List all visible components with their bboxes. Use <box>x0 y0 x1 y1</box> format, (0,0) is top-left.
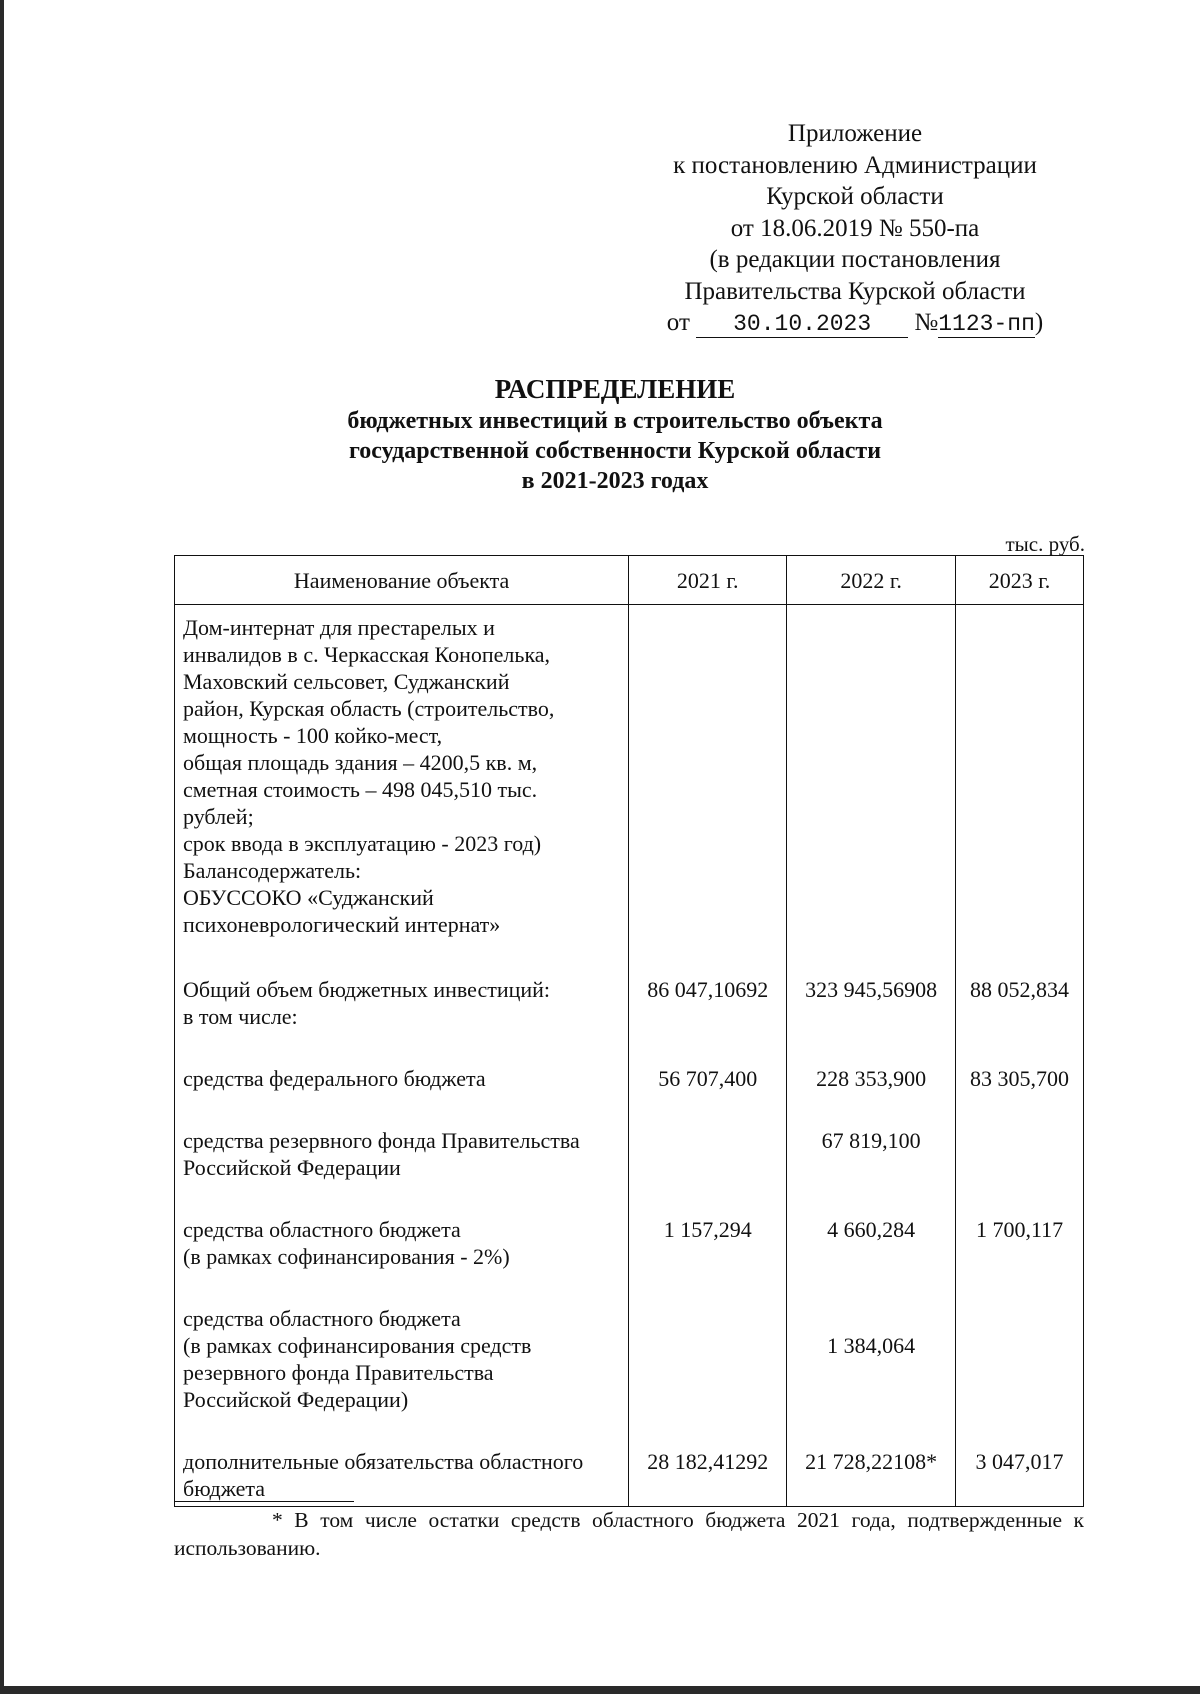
value-2022: 4 660,284 <box>787 1216 956 1305</box>
description-line: мощность - 100 койко-мест, <box>183 723 443 748</box>
table-row <box>175 1065 1084 1127</box>
row-label-line: (в рамках софинансирования средств <box>183 1333 532 1358</box>
table-row <box>175 605 1084 977</box>
description-line: Дом-интернат для престарелых и <box>183 615 495 640</box>
description-line: рублей; <box>183 804 254 829</box>
table-row <box>175 1305 1084 1448</box>
cell-empty <box>629 605 787 977</box>
header-2023: 2023 г. <box>956 556 1084 605</box>
cell-empty <box>956 605 1084 977</box>
title-line: бюджетных инвестиций в строительство объекта <box>347 408 883 434</box>
value-2021: 56 707,400 <box>629 1065 787 1127</box>
header-2021: 2021 г. <box>629 556 787 605</box>
row-label <box>175 1448 629 1507</box>
value-2021: 28 182,41292 <box>629 1448 787 1507</box>
row-label-line: бюджета <box>183 1476 266 1501</box>
value-2021: 86 047,10692 <box>629 976 787 1065</box>
header-object-name: Наименование объекта <box>175 556 629 605</box>
value-2022: 1 384,064 <box>787 1305 956 1448</box>
appendix-date-line <box>630 307 1080 341</box>
value-2022: 228 353,900 <box>787 1065 956 1127</box>
header-2022: 2022 г. <box>787 556 956 605</box>
scan-edge-left <box>0 0 4 1694</box>
value-2023 <box>956 1305 1084 1448</box>
row-label-line: резервного фонда Правительства <box>183 1360 494 1385</box>
row-label-line: средства федерального бюджета <box>183 1066 486 1091</box>
description-line: Балансодержатель: <box>183 858 362 883</box>
appendix-line: Приложение <box>787 120 923 147</box>
object-description <box>175 605 629 977</box>
row-label-line: средства областного бюджета <box>183 1217 461 1242</box>
table-row <box>175 976 1084 1065</box>
appendix-line: от 18.06.2019 № 550-па <box>730 214 980 242</box>
title-line: государственной собственности Курской области <box>348 438 882 464</box>
description-line: срок ввода в эксплуатацию - 2023 год) <box>183 831 542 856</box>
investment-table <box>174 555 1084 1507</box>
appendix-line: Курской области <box>766 183 944 210</box>
value-2022: 67 819,100 <box>787 1127 956 1216</box>
row-label <box>175 1127 629 1216</box>
row-label <box>175 1305 629 1448</box>
value-2021: 1 157,294 <box>629 1216 787 1305</box>
cell-empty <box>787 605 956 977</box>
row-label-line: Общий объем бюджетных инвестиций: <box>183 977 551 1002</box>
units-label: тыс. руб. <box>1005 532 1085 556</box>
value-2021 <box>629 1305 787 1448</box>
row-label-line: дополнительные обязательства областного <box>183 1449 584 1474</box>
row-label-line: Российской Федерации <box>183 1155 401 1180</box>
table-row <box>175 1216 1084 1305</box>
appendix-line: (в редакции постановления <box>709 246 1001 273</box>
row-label <box>175 1065 629 1127</box>
amendment-number: 1123-пп <box>938 311 1035 337</box>
row-label <box>175 1216 629 1305</box>
table-row <box>175 1448 1084 1507</box>
description-line: ОБУССОКО «Суджанский <box>183 885 434 910</box>
footnote: * В том числе остатки средств областного бюджета 2021 года, подтвержденные к использованию. <box>174 1508 1084 1560</box>
value-2023: 3 047,017 <box>956 1448 1084 1507</box>
footnote-divider <box>174 1501 354 1502</box>
row-label-line: средства резервного фонда Правительства <box>183 1128 580 1153</box>
close-paren: ) <box>1034 309 1044 336</box>
value-2023: 1 700,117 <box>956 1216 1084 1305</box>
scan-edge-bottom <box>0 1686 1200 1694</box>
value-2023: 88 052,834 <box>956 976 1084 1065</box>
value-2022: 21 728,22108* <box>787 1448 956 1507</box>
row-label-line: (в рамках софинансирования - 2%) <box>183 1244 510 1269</box>
description-line: общая площадь здания – 4200,5 кв. м, <box>183 750 538 775</box>
row-label-line: в том числе: <box>183 1004 298 1029</box>
number-sign: № <box>914 309 939 336</box>
title-main: РАСПРЕДЕЛЕНИЕ <box>494 374 736 404</box>
description-line: район, Курская область (строительство, <box>183 696 555 721</box>
row-label <box>175 976 629 1065</box>
value-2023: 83 305,700 <box>956 1065 1084 1127</box>
table-row <box>175 1127 1084 1216</box>
appendix-line: к постановлению Администрации <box>673 151 1037 179</box>
description-line: психоневрологический интернат» <box>183 912 501 937</box>
table-header-row <box>175 556 1084 605</box>
row-label-line: Российской Федерации) <box>183 1387 409 1412</box>
title-line: в 2021-2023 годах <box>521 468 709 494</box>
description-line: сметная стоимость – 498 045,510 тыс. <box>183 777 538 802</box>
description-line: инвалидов в с. Черкасская Конопелька, <box>183 642 551 667</box>
appendix-header <box>630 118 1080 341</box>
value-2021 <box>629 1127 787 1216</box>
amendment-date: 30.10.2023 <box>696 311 908 338</box>
document-title <box>240 372 990 496</box>
date-prefix: от <box>666 309 690 336</box>
value-2023 <box>956 1127 1084 1216</box>
appendix-line: Правительства Курской области <box>684 277 1026 305</box>
description-line: Маховский сельсовет, Суджанский <box>183 669 510 694</box>
row-label-line: средства областного бюджета <box>183 1306 461 1331</box>
value-2022: 323 945,56908 <box>787 976 956 1065</box>
